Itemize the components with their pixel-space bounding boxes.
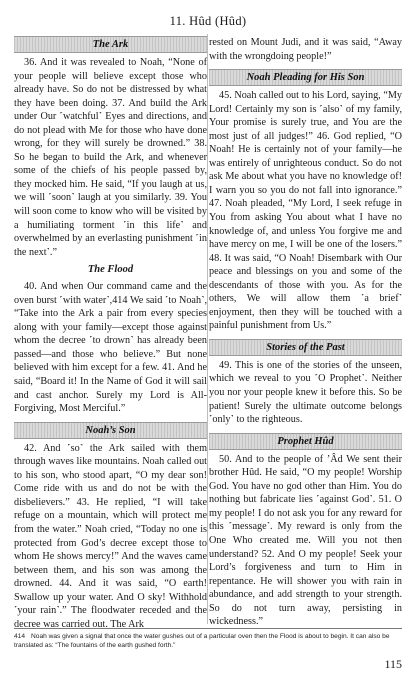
section-banner-stories-of-the-past: Stories of the Past — [209, 339, 402, 356]
section-banner-prophet-hud: Prophet Hûd — [209, 433, 402, 450]
footnote-number: 414 — [14, 633, 26, 640]
right-column — [209, 36, 402, 629]
section-heading-the-flood: The Flood — [87, 264, 134, 276]
paragraph-stories: 49. This is one of the stories of the unseen, which we reveal to you ˹O Prophet˺. Neither you nor your people knew it before this. So be patient! Surely the ultimate outcome belongs ˹only˺ to the righteous. — [209, 359, 402, 426]
footnote-rule — [14, 628, 402, 629]
paragraph-noahs-son: 42. And ˹so˺ the Ark sailed with them through waves like mountains. Noah called out to his son, who stood apart, “O my dear son! Come ride with us and do not be with the disbelievers.” 43. He replied, “I will take refuge on a mountain, which will protect me from the water.” Noah cried, “Today no one is protected from God’s decree except those to whom He shows mercy!” And the waves came between them, and his son was among the drowned. 44. And it was said, “O earth! Swallow up your water. And O sky! Withhold ˹your rain˺.” The floodwater receded and the decree was carried out. The Ark — [14, 442, 207, 630]
page-number: 115 — [384, 657, 402, 671]
paragraph-ark: 36. And it was revealed to Noah, “None of your people will believe except those who already have. So do not be distressed by what they have been doing. 37. And build the Ark under Our ˹watchful˺ Eyes and directions, and do not plead with Me for those who have done wrong, for they will surely be drowned.” 38. So he began to build the Ark, and whenever some of the chiefs of his people passed by, they mocked him. He said, “If you laugh at us, we will ˹soon˺ laugh at you similarly. 39. You will soon come to know who will be visited by a humiliating torment ˹in this life˺ and overwhelmed by an everlasting punishment ˹in the next˺.” — [14, 57, 207, 258]
footnote-text: Noah was given a signal that once the water gushes out of a particular oven then the Flood is about to begin. It can also be translated as: “The fountains of the earth gushed forth.” — [14, 633, 390, 649]
paragraph-noah-pleading: 45. Noah called out to his Lord, saying, “My Lord! Certainly my son is ˹also˺ of my family, Your promise is surely true, and You are the most just of all judges!” 46. God replied, “O Noah! He is certainly not of your family—he was entirely of unrighteous conduct. So do not ask Me about what you have no knowledge of! I warn you so you do not fall into ignorance.” 47. Noah pleaded, “My Lord, I seek refuge in You from asking You about what I have no knowledge of, and unless You forgive me and have mercy on me, I will be one of the losers.” 48. It was said, “O Noah! Disembark with Our peace and blessings on you and some of the descendants of those with you. As for the others, We will allow them ˹a brief˺ enjoyment, then they will be touched with a painful punishment from Us.” — [209, 90, 402, 332]
paragraph-continuation: rested on Mount Judi, and it was said, “Away with the wrongdoing people!” — [209, 37, 402, 62]
running-header: 11. Hûd (Hûd) — [169, 14, 247, 28]
column-divider — [207, 34, 208, 624]
paragraph-prophet-hud: 50. And to the people of ’Âd We sent their brother Hûd. He said, “O my people! Worship God. You have no god other than Him. You do nothing but fabricate lies ˹against God˺. 51. O my people! I do not ask you for any reward for this ˹message˺. My reward is only from the One Who created me. Will you not then understand? 52. And O my people! Seek your Lord’s forgiveness and turn to Him in repentance. He will shower you with rain in abundance, and add strength to your strength. So do not turn away, persisting in wickedness.” — [209, 453, 402, 628]
section-banner-the-ark: The Ark — [14, 36, 207, 53]
section-banner-noahs-son: Noah’s Son — [14, 422, 207, 439]
footnote — [14, 632, 402, 650]
paragraph-flood: 40. And when Our command came and the oven burst ˹with water˺,414 We said ˹to Noah˺, “Take into the Ark a pair from every species along with your family—except those against whom the decree ˹to drown˺ has already been passed—and those who believe.” But none believed with him except for a few. 41. And he said, “Board it! In the Name of God it will sail and cast anchor. Surely my Lord is All-Forgiving, Most Merciful.” — [14, 281, 207, 415]
section-banner-noah-pleading: Noah Pleading for His Son — [209, 69, 402, 86]
left-column — [14, 36, 207, 631]
